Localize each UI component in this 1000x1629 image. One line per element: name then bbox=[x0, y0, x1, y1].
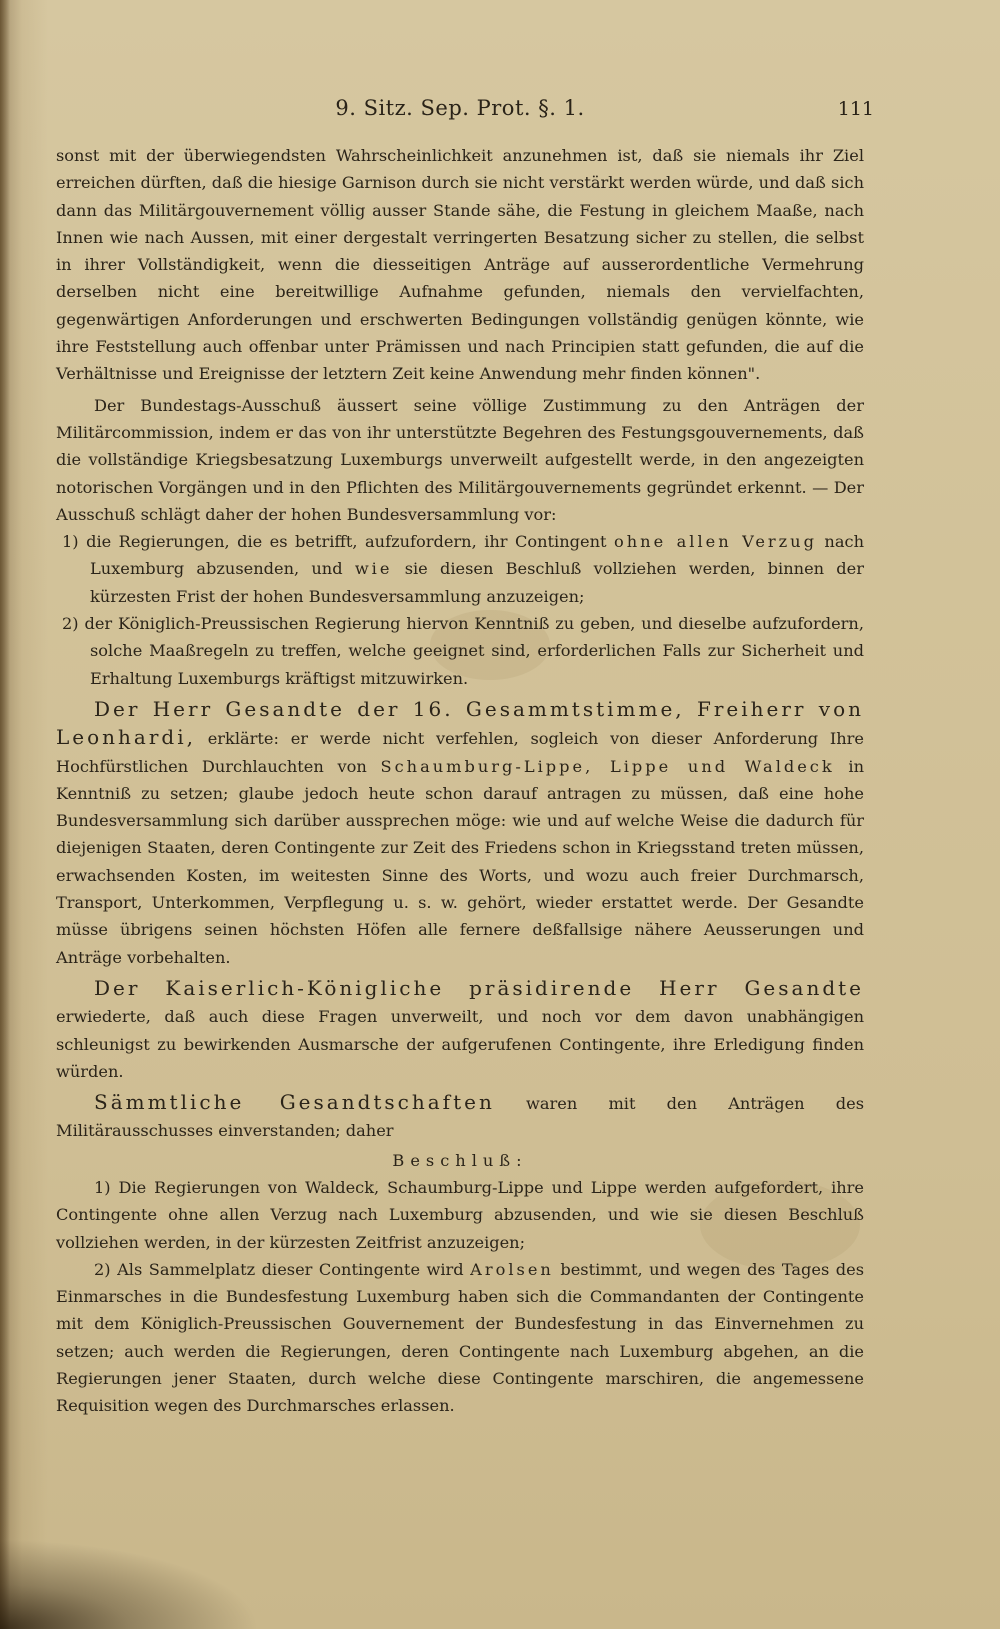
resolution-heading: Beschluß: bbox=[392, 1150, 528, 1170]
resolution-item-2-text-a: 2) Als Sammelplatz dieser Contingente wird bbox=[94, 1259, 464, 1279]
speaker-all-envoys: Sämmtliche Gesandtschaften bbox=[94, 1090, 495, 1115]
resolution-item-2-text-b: bestimmt, und wegen des Tages des Einmarsches in die Bundesfestung Luxemburg haben sich die Commandanten der Contingente mit dem Königlich-Preussischen Gouvernement der Bundesfestung in das Einvernehmen zu setzen; auch werden die Regierungen, deren Contingente nach Luxemburg abgehen, an die Regierungen jener Staaten, durch welche diese Contingente marschiren, die angemessene Requisition wegen des Durchmarsches erlassen. bbox=[56, 1259, 865, 1416]
proposal-item-2-number: 2) bbox=[62, 614, 79, 634]
proposal-item-1-emphasis-2: wie bbox=[354, 559, 393, 579]
leonhardi-statement-b: in Kenntniß zu setzen; glaube jedoch heute schon darauf antragen zu müssen, daß eine hohe Bundesversammlung sich darüber aussprechen möge: wie und auf welche Weise die dadurch für diejenigen Staaten, deren Contingente zur Zeit des Friedens schon in Kriegsstand treten müssen, erwachsenden Kosten, im weitesten Sinne des Worts, und wozu auch freier Durchmarsch, Transport, Unterkommen, Verpflegung u. s. w. gehört, wieder erstattet werde. Der Gesandte müsse übrigens seinen höchsten Höfen alle fernere deßfallsige nähere Aeusserungen und Anträge vorbehalten. bbox=[56, 756, 865, 967]
proposal-item-1 bbox=[56, 528, 864, 610]
presiding-envoy-statement: erwiederte, daß auch diese Fragen unverweilt, und noch vor dem davon unabhängigen schleunigst zu bewirkenden Ausmarsche der aufgerufenen Contingente, ihre Erledigung finden würden. bbox=[56, 1007, 864, 1081]
proposal-item-1-text-a: die Regierungen, die es betrifft, aufzufordern, ihr Contingent bbox=[86, 532, 607, 552]
paragraph-all-envoys bbox=[56, 1089, 864, 1145]
running-head: 9. Sitz. Sep. Prot. §. 1. bbox=[335, 96, 585, 120]
page-corner-shadow bbox=[0, 1539, 260, 1629]
resolution-item-2-emphasis: Arolsen bbox=[470, 1259, 554, 1279]
all-envoys-statement: waren mit den Anträgen des Militärausschusses einverstanden; daher bbox=[56, 1094, 865, 1141]
paragraph-presiding-envoy bbox=[56, 975, 864, 1085]
page-number: 111 bbox=[837, 98, 874, 120]
proposal-item-1-emphasis-1: ohne allen Verzug bbox=[614, 532, 817, 552]
leonhardi-statement-a: erklärte: er werde nicht verfehlen, sogleich von dieser Anforderung Ihre Hochfürstlichen Durchlauchten von bbox=[56, 729, 864, 776]
resolution-item-2 bbox=[56, 1256, 864, 1420]
proposal-item-1-text-b: nach Luxemburg abzusenden, und bbox=[90, 532, 864, 579]
leonhardi-states: Schaumburg-Lippe, Lippe und Waldeck bbox=[380, 756, 835, 776]
spine-shadow bbox=[0, 0, 10, 1629]
proposal-item-1-number: 1) bbox=[62, 532, 79, 552]
proposal-item-1-text-c: sie diesen Beschluß vollziehen werden, binnen der kürzesten Frist der hohen Bundesversammlung anzuzeigen; bbox=[90, 559, 864, 606]
proposal-item-2-text: der Königlich-Preussischen Regierung hiervon Kenntniß zu geben, und dieselbe aufzufordern, solche Maaßregeln zu treffen, welche geeignet sind, erforderlichen Falls zur Sicherheit und Erhaltung Luxemburgs kräftigst mitzuwirken. bbox=[84, 614, 864, 688]
speaker-leonhardi: Der Herr Gesandte der 16. Gesammtstimme, Freiherr von Leonhardi, bbox=[56, 696, 864, 750]
proposal-item-2 bbox=[56, 610, 864, 692]
paragraph-committee-report: Der Bundestags-Ausschuß äussert seine völlige Zustimmung zu den Anträgen der Militärcommission, indem er das von ihr unterstützte Begehren des Festungsgouvernements, daß die vollständige Kriegsbesatzung Luxemburgs unverweilt aufgestellt werde, in den angezeigten notorischen Vorgängen und in den Pflichten des Militärgouvernements gegründet erkennt. — Der Ausschuß schlägt daher der hohen Bundesversammlung vor: bbox=[56, 395, 864, 524]
speaker-presiding-envoy: Der Kaiserlich-Königliche präsidirende Herr Gesandte bbox=[94, 975, 864, 1000]
paragraph-leonhardi bbox=[56, 696, 864, 971]
page-header bbox=[56, 96, 874, 130]
paragraph-continued-quote: sonst mit der überwiegendsten Wahrscheinlichkeit anzunehmen ist, daß sie niemals ihr Ziel erreichen dürften, daß die hiesige Garnison durch sie nicht verstärkt werden würde, und daß sich dann das Militärgouvernement völlig ausser Stande sähe, die Festung in gleichem Maaße, nach Innen wie nach Aussen, mit einer dergestalt verringerten Besatzung sicher zu stellen, die selbst in ihrer Vollständigkeit, wenn die diesseitigen Anträge auf ausserordentliche Vermehrung derselben nicht eine bereitwillige Aufnahme gefunden, niemals den vervielfachten, gegenwärtigen Anforderungen und erschwerten Bedingungen vollständig genügen könnte, wie ihre Feststellung auch offenbar unter Prämissen und nach Principien statt gefunden, die auf die Verhältnisse und Ereignisse der letztern Zeit keine Anwendung mehr finden können". bbox=[56, 146, 864, 384]
resolution-item-1: 1) Die Regierungen von Waldeck, Schaumburg-Lippe und Lippe werden aufgefordert, ihre Contingente ohne allen Verzug nach Luxemburg abzusenden, und wie sie diesen Beschluß vollziehen werden, in der kürzesten Zeitfrist anzuzeigen; bbox=[56, 1177, 864, 1252]
page-body bbox=[56, 142, 864, 1420]
